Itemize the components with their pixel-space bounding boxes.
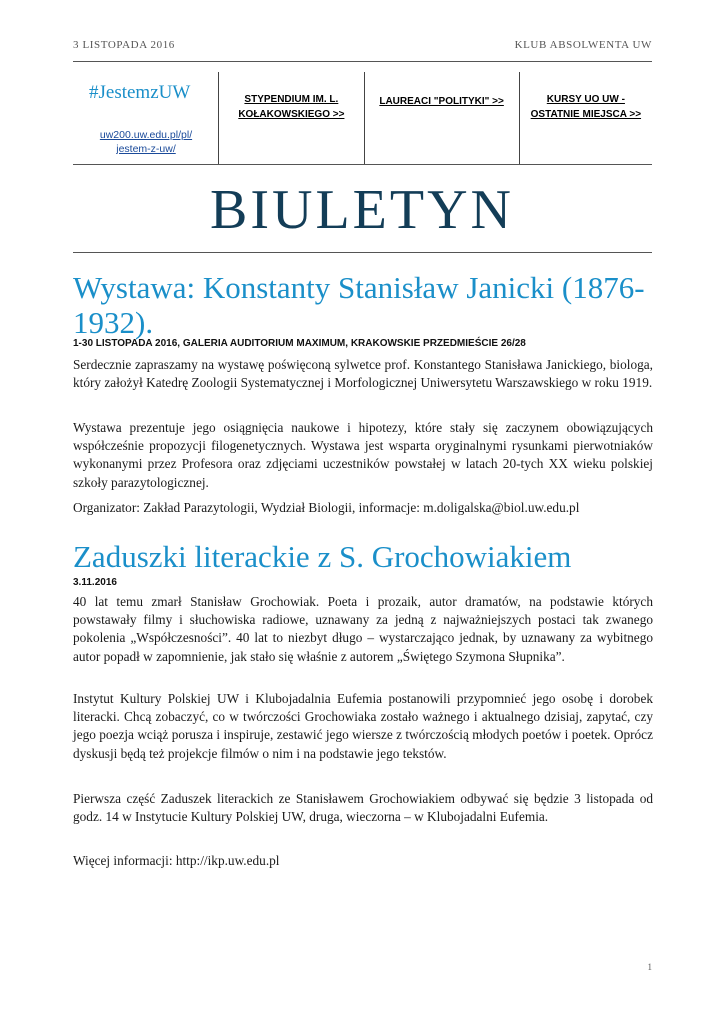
article-meta: 1-30 LISTOPADA 2016, GALERIA AUDITORIUM MAXIMUM, KRAKOWSKIE PRZEDMIEŚCIE 26/28 <box>73 338 526 349</box>
article-meta: 3.11.2016 <box>73 577 117 588</box>
nav-divider <box>73 164 652 165</box>
masthead-title: BIULETYN <box>210 179 514 241</box>
nav-boxes <box>73 72 652 164</box>
article-paragraph: Więcej informacji: http://ikp.uw.edu.pl <box>73 853 280 868</box>
article-paragraph: 40 lat temu zmarł Stanisław Grochowiak. Poeta i prozaik, autor dramatów, na podstawie których powstawały filmy i słuchowiska radiowe, uznawany za jedną z najważniejszych postaci tak zwanego pokolenia „Współczesności”. 40 lat to niezbyt długo – wystarczająco jednak, by uznawany za wybitnego autor popadł w zapomnienie, jak stało się właśnie z autorem „Świętego Szymona Słupnika”. <box>73 594 653 664</box>
page-number: 1 <box>647 962 652 972</box>
hashtag-box <box>73 72 218 164</box>
nav-box-laureates <box>364 72 519 164</box>
article-title: Zaduszki literackie z S. Grochowiakiem <box>73 539 572 574</box>
scholarship-link[interactable]: STYPENDIUM IM. L. KOŁAKOWSKIEGO >> <box>238 94 345 120</box>
article-paragraph: Serdecznie zapraszamy na wystawę poświęconą sylwetce prof. Konstantego Stanisława Janickiego, biologa, który założył Katedrę Zoologii Systematycznej i Morfologicznej Uniwersytetu Warszawskiego w roku 1919. <box>73 357 653 391</box>
laureates-link[interactable]: LAUREACI "POLITYKI" >> <box>379 96 504 107</box>
masthead-divider <box>73 252 652 253</box>
nav-box-scholarship <box>218 72 363 164</box>
hashtag-title: #JestemzUW <box>89 82 191 103</box>
header-divider <box>73 61 652 62</box>
article-paragraph: Instytut Kultury Polskiej UW i Klubojadalnia Eufemia postanowili przypomnieć jego osobę i dorobek literacki. Chcą zobaczyć, co w twórczości Grochowiaka zostało ważnego i aktualnego dzisiaj, zapytać, czy jego poezja wciąż porusza i inspiruje, zestawić jego wiersze z twórczością młodych poetów i poetek. Oprócz dyskusji będą też projekcje filmów o nim i na podstawie jego tekstów. <box>73 691 653 761</box>
article-paragraph: Organizator: Zakład Parazytologii, Wydział Biologii, informacje: m.doligalska@biol.uw.edu.pl <box>73 500 580 515</box>
hashtag-link[interactable]: uw200.uw.edu.pl/pl/ jestem-z-uw/ <box>99 129 193 155</box>
courses-link[interactable]: KURSY UO UW - OSTATNIE MIEJSCA >> <box>530 94 642 120</box>
article-paragraph: Wystawa prezentuje jego osiągnięcia naukowe i hipotezy, które stały się zaczynem obowiązujących współcześnie propozycji filogenetycznych. Wystawa jest wsparta oryginalnymi rysunkami pierwotniaków wykonanymi przez Profesora oraz zdjęciami uczestników powstałej w latach 20-tych XX wieku polskiej szkoły parazytologicznej. <box>73 420 653 490</box>
article-title: Wystawa: Konstanty Stanisław Janicki (1876-1932). <box>73 270 645 340</box>
header-club-name: KLUB ABSOLWENTA UW <box>514 39 652 51</box>
article-paragraph: Pierwsza część Zaduszek literackich ze Stanisławem Grochowiakiem odbywać się będzie 3 listopada od godz. 14 w Instytucie Kultury Polskiej UW, druga, wieczorna – w Klubojadalni Eufemia. <box>73 791 653 825</box>
nav-box-courses <box>519 72 652 164</box>
header-date: 3 LISTOPADA 2016 <box>73 39 175 51</box>
